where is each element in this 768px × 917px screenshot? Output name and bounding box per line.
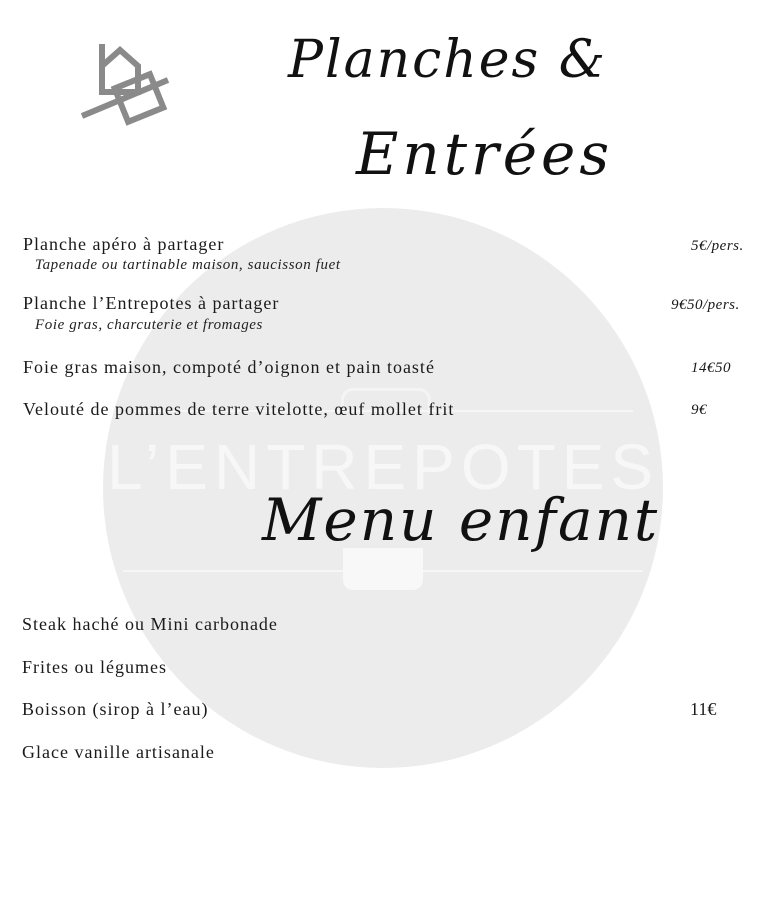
house-logo-icon xyxy=(76,36,176,128)
kids-menu-item: Frites ou légumes xyxy=(22,657,167,677)
page-title-line2: Entrées xyxy=(356,120,614,188)
watermark-brand: L’ENTREPOTES xyxy=(106,431,660,503)
menu-item-description: Tapenade ou tartinable maison, saucisson fuet xyxy=(35,257,341,273)
menu-item-name: Planche apéro à partager xyxy=(23,234,225,254)
kids-menu-item: Glace vanille artisanale xyxy=(22,742,215,762)
menu-item-price: 5€/pers. xyxy=(691,238,744,254)
menu-item-name: Velouté de pommes de terre vitelotte, œuf mollet frit xyxy=(23,399,455,419)
kids-menu-item: Boisson (sirop à l’eau) xyxy=(22,699,209,719)
menu-item-name: Planche l’Entrepotes à partager xyxy=(23,293,280,313)
menu-item-price: 9€ xyxy=(691,402,707,418)
pot-watermark xyxy=(343,548,423,590)
page-title-line1: Planches & xyxy=(288,30,607,90)
kids-menu-price: 11€ xyxy=(690,699,717,719)
kids-menu-title: Menu enfant xyxy=(262,486,660,554)
kids-menu-item: Steak haché ou Mini carbonade xyxy=(22,614,278,634)
menu-item-description: Foie gras, charcuterie et fromages xyxy=(35,317,263,333)
menu-item-price: 9€50/pers. xyxy=(671,297,740,313)
menu-item-name: Foie gras maison, compoté d’oignon et pain toasté xyxy=(23,357,435,377)
menu-item-price: 14€50 xyxy=(691,360,731,376)
